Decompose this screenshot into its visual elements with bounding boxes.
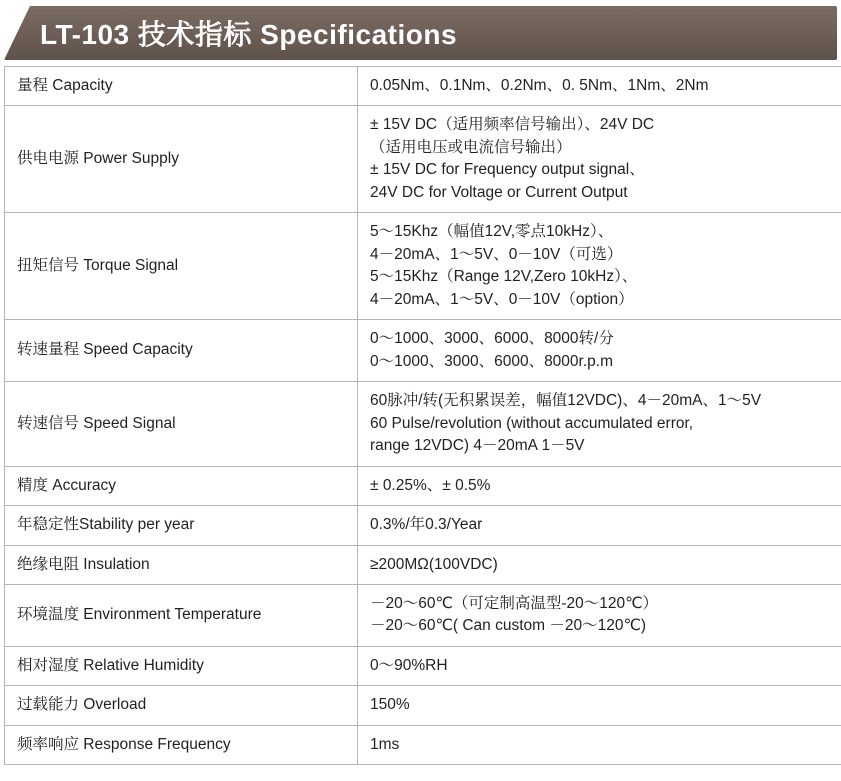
spec-value-line: ± 15V DC（适用频率信号输出）、24V DC xyxy=(370,114,841,136)
spec-value-line: ± 0.25%、± 0.5% xyxy=(370,475,841,497)
spec-value-cell xyxy=(358,67,841,106)
table-row xyxy=(5,584,841,646)
spec-label-cell: 年稳定性Stability per year xyxy=(5,506,358,545)
spec-value-line: 60 Pulse/revolution (without accumulated error, xyxy=(370,413,841,435)
table-row xyxy=(5,106,841,213)
spec-label-cell: 扭矩信号 Torque Signal xyxy=(5,213,358,320)
spec-label-cell: 绝缘电阻 Insulation xyxy=(5,545,358,584)
table-row xyxy=(5,686,841,725)
spec-value-line: 0～1000、3000、6000、8000r.p.m xyxy=(370,351,841,373)
spec-label-cell: 环境温度 Environment Temperature xyxy=(5,584,358,646)
spec-value-line: 4－20mA、1～5V、0－10V（可选） xyxy=(370,244,841,266)
spec-value-cell xyxy=(358,584,841,646)
spec-value-line: 0～90%RH xyxy=(370,655,841,677)
table-row xyxy=(5,725,841,764)
spec-value-cell xyxy=(358,213,841,320)
spec-label-cell: 精度 Accuracy xyxy=(5,466,358,505)
table-row xyxy=(5,213,841,320)
spec-label-cell: 转速信号 Speed Signal xyxy=(5,382,358,466)
spec-value-line: 0.3%/年0.3/Year xyxy=(370,514,841,536)
spec-label-cell: 供电电源 Power Supply xyxy=(5,106,358,213)
page-header-banner xyxy=(4,6,837,60)
spec-label-cell: 相对湿度 Relative Humidity xyxy=(5,646,358,685)
spec-value-cell xyxy=(358,545,841,584)
spec-label-cell: 频率响应 Response Frequency xyxy=(5,725,358,764)
spec-value-cell xyxy=(358,725,841,764)
spec-value-line: range 12VDC) 4－20mA 1－5V xyxy=(370,435,841,457)
spec-value-line: 4－20mA、1～5V、0－10V（option） xyxy=(370,289,841,311)
specifications-table xyxy=(4,66,841,765)
page-title: LT-103 技术指标 Specifications xyxy=(40,13,457,53)
spec-value-cell xyxy=(358,686,841,725)
spec-value-line: 60脉冲/转(无积累误差，幅值12VDC)、4－20mA、1～5V xyxy=(370,390,841,412)
table-row xyxy=(5,466,841,505)
spec-value-line: －20～60℃( Can custom －20～120℃) xyxy=(370,615,841,637)
table-row xyxy=(5,67,841,106)
spec-value-cell xyxy=(358,106,841,213)
spec-value-line: 150% xyxy=(370,694,841,716)
spec-value-line: 5～15Khz（幅值12V,零点10kHz）、 xyxy=(370,221,841,243)
spec-value-line: ≥200MΩ(100VDC) xyxy=(370,554,841,576)
spec-value-line: 1ms xyxy=(370,734,841,756)
spec-label-cell: 转速量程 Speed Capacity xyxy=(5,320,358,382)
table-row xyxy=(5,545,841,584)
spec-value-cell xyxy=(358,506,841,545)
spec-value-line: 5～15Khz（Range 12V,Zero 10kHz）、 xyxy=(370,266,841,288)
spec-value-line: ± 15V DC for Frequency output signal、 xyxy=(370,159,841,181)
spec-value-line: （适用电压或电流信号输出） xyxy=(370,137,841,159)
table-row xyxy=(5,320,841,382)
spec-label-cell: 量程 Capacity xyxy=(5,67,358,106)
table-row xyxy=(5,506,841,545)
spec-value-line: －20～60℃（可定制高温型-20～120℃） xyxy=(370,593,841,615)
spec-label-cell: 过载能力 Overload xyxy=(5,686,358,725)
table-row xyxy=(5,382,841,466)
spec-value-cell xyxy=(358,646,841,685)
specifications-page xyxy=(0,6,841,781)
spec-value-cell xyxy=(358,466,841,505)
spec-value-cell xyxy=(358,382,841,466)
spec-value-line: 0.05Nm、0.1Nm、0.2Nm、0. 5Nm、1Nm、2Nm xyxy=(370,75,841,97)
specifications-table-body xyxy=(5,67,841,765)
spec-value-line: 24V DC for Voltage or Current Output xyxy=(370,182,841,204)
spec-value-cell xyxy=(358,320,841,382)
table-row xyxy=(5,646,841,685)
spec-value-line: 0～1000、3000、6000、8000转/分 xyxy=(370,328,841,350)
